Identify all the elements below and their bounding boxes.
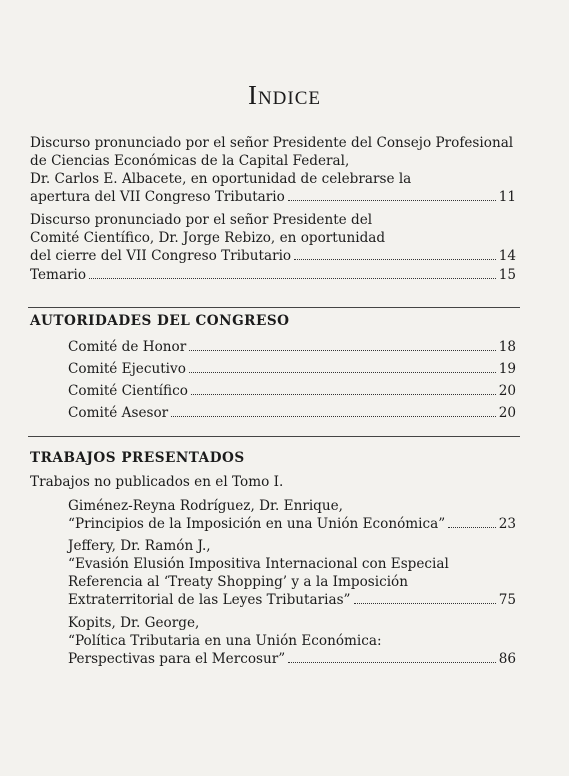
toc-entry-line: “Evasión Elusión Impositiva Internacional con Especial <box>68 556 449 572</box>
toc-entry-leader <box>68 338 516 356</box>
section-divider <box>28 436 520 437</box>
toc-entry-line: apertura del VII Congreso Tributario <box>30 189 285 205</box>
toc-entry-leader <box>68 404 516 422</box>
page-number: 14 <box>498 248 516 264</box>
dot-leader <box>288 200 496 201</box>
toc-entry-line: Referencia al ‘Treaty Shopping’ y a la Imposición <box>68 574 408 590</box>
page-number: 11 <box>498 189 516 205</box>
toc-entry-leader <box>68 382 516 400</box>
toc-entry <box>30 134 516 206</box>
page-number: 20 <box>498 383 516 399</box>
dot-leader <box>448 527 496 528</box>
page-number: 19 <box>498 361 516 377</box>
toc-entry-line: Jeffery, Dr. Ramón J., <box>68 538 211 554</box>
section-intro: Trabajos no publicados en el Tomo I. <box>30 474 284 490</box>
toc-entry-line: Comité Científico, Dr. Jorge Rebizo, en oportunidad <box>30 230 386 246</box>
toc-entry <box>30 266 516 284</box>
section-divider <box>28 307 520 308</box>
toc-entry-leader <box>68 515 516 533</box>
section-heading-trabajos: TRABAJOS PRESENTADOS <box>30 450 245 466</box>
toc-entry-line: Comité Asesor <box>68 405 169 421</box>
dot-leader <box>354 603 496 604</box>
toc-entry-line: Comité de Honor <box>68 339 187 355</box>
dot-leader <box>191 394 496 395</box>
toc-entry-line: “Principios de la Imposición en una Unión Económica” <box>68 516 446 532</box>
toc-entry-line: Discurso pronunciado por el señor Presidente del <box>30 212 373 228</box>
toc-entry-line: “Política Tributaria en una Unión Económica: <box>68 633 382 649</box>
toc-entry <box>68 537 516 609</box>
toc-entry-line: Kopits, Dr. George, <box>68 615 200 631</box>
dot-leader <box>288 662 495 663</box>
toc-list <box>68 338 516 422</box>
toc-entry <box>30 211 516 265</box>
toc-entry-line: Comité Ejecutivo <box>68 361 186 377</box>
toc-entry-line: Extraterritorial de las Leyes Tributarias” <box>68 592 351 608</box>
toc-entry <box>68 614 516 668</box>
toc-entry-line: del cierre del VII Congreso Tributario <box>30 248 292 264</box>
toc-entry <box>68 497 516 533</box>
toc-entry-leader <box>68 360 516 378</box>
toc-entry-line: Dr. Carlos E. Albacete, en oportunidad de celebrarse la <box>30 171 412 187</box>
toc-entry-leader <box>68 591 516 609</box>
toc-entry-leader <box>30 247 516 265</box>
toc-entry-leader <box>30 266 516 284</box>
dot-leader <box>294 259 496 260</box>
dot-leader <box>171 416 496 417</box>
dot-leader <box>89 278 496 279</box>
page-number: 18 <box>498 339 516 355</box>
toc-entry-line: Discurso pronunciado por el señor Presidente del Consejo Profesional <box>30 135 514 151</box>
toc-entry-line: Comité Científico <box>68 383 188 399</box>
toc-entry-line: Temario <box>30 267 87 283</box>
dot-leader <box>189 350 495 351</box>
page-number: 75 <box>498 592 516 608</box>
dot-leader <box>189 372 496 373</box>
page-number: 20 <box>498 405 516 421</box>
toc-entry-leader <box>30 188 516 206</box>
page-number: 15 <box>498 267 516 283</box>
page-title: Indice <box>247 80 322 110</box>
section-heading-autoridades: AUTORIDADES DEL CONGRESO <box>30 313 290 329</box>
toc-entry-leader <box>68 650 516 668</box>
toc-entry-line: Giménez-Reyna Rodríguez, Dr. Enrique, <box>68 498 344 514</box>
page-number: 86 <box>498 651 516 667</box>
toc-entry-line: de Ciencias Económicas de la Capital Federal, <box>30 153 350 169</box>
page-number: 23 <box>498 516 516 532</box>
toc-entry-line: Perspectivas para el Mercosur” <box>68 651 286 667</box>
